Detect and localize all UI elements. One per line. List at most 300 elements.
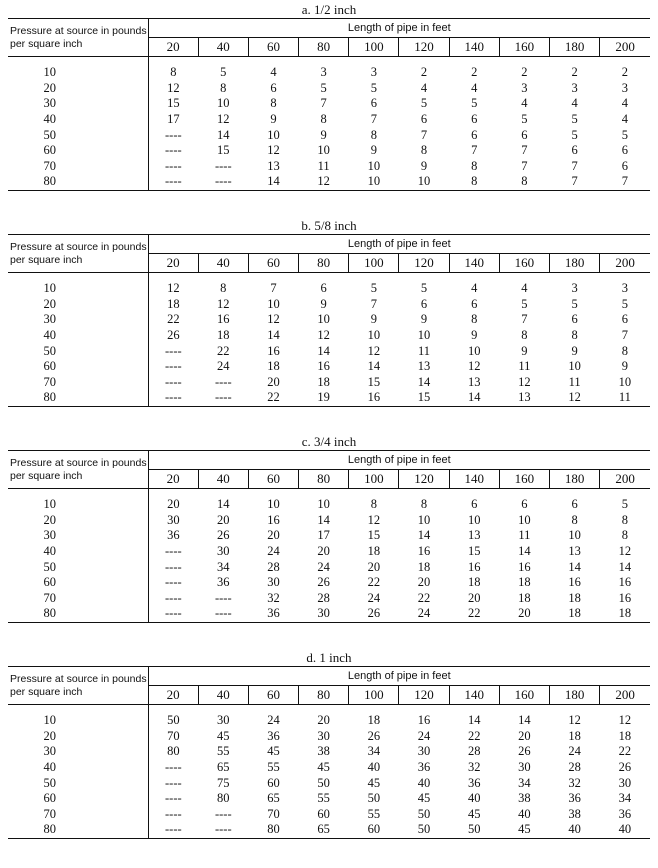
value-cell: 4 (270, 65, 277, 80)
value-cell: 10 (317, 497, 330, 512)
value-cell: 36 (417, 760, 431, 775)
value-cell: 70 (148, 729, 198, 745)
value-cell: ---- (148, 575, 198, 591)
length-column-header: 120 (399, 38, 449, 57)
value-cell: ---- (214, 806, 232, 821)
value-cell: 8 (220, 80, 227, 95)
value-cell: 36 (267, 728, 280, 743)
value-cell: 8 (420, 497, 428, 512)
table-row (8, 174, 650, 190)
value-cell: 8 (571, 328, 578, 343)
value-cell: 2 (471, 65, 478, 80)
value-cell: 6 (471, 497, 478, 512)
value-cell: 50 (449, 822, 499, 838)
header-row (8, 451, 650, 470)
value-cell: 24 (267, 713, 280, 728)
pipe-capacity-table (8, 666, 650, 839)
pressure-cell: 60 (43, 575, 56, 590)
value-cell: 13 (467, 528, 481, 543)
value-cell: 30 (267, 575, 280, 590)
table-row (8, 312, 650, 328)
pressure-cell: 30 (43, 312, 56, 327)
value-cell: 4 (571, 96, 578, 111)
table-section (6, 218, 652, 407)
value-cell: 9 (420, 158, 428, 173)
value-cell: 28 (467, 744, 481, 759)
table-row (8, 390, 650, 406)
value-cell: 10 (267, 497, 280, 512)
value-cell: 50 (399, 822, 449, 838)
value-cell: 8 (571, 512, 578, 527)
value-cell: ---- (148, 143, 198, 159)
value-cell: 10 (267, 127, 280, 142)
value-cell: 32 (467, 760, 481, 775)
length-header: Length of pipe in feet (148, 235, 650, 254)
value-cell: 2 (621, 65, 628, 80)
pressure-cell: 20 (43, 512, 56, 527)
value-cell: 20 (417, 575, 431, 590)
value-cell: 20 (148, 497, 198, 513)
pressure-cell: 70 (43, 374, 56, 389)
value-cell: 12 (148, 281, 198, 297)
value-cell: 26 (148, 328, 198, 344)
value-cell: ---- (198, 174, 248, 190)
value-cell: 8 (449, 174, 499, 190)
value-cell: 10 (568, 359, 581, 374)
value-cell: 18 (600, 606, 650, 622)
value-cell: 7 (471, 143, 478, 158)
value-cell: 30 (317, 728, 330, 743)
table-row (8, 65, 650, 81)
value-cell: ---- (198, 390, 248, 406)
value-cell: 13 (267, 158, 280, 173)
value-cell: 7 (370, 296, 377, 311)
value-cell: 24 (267, 544, 280, 559)
pressure-cell: 50 (43, 775, 56, 790)
value-cell: 10 (467, 512, 481, 527)
value-cell: ---- (198, 822, 248, 838)
value-cell: ---- (214, 590, 232, 605)
value-cell: 5 (370, 281, 377, 296)
table-row (8, 606, 650, 622)
pressure-header: Pressure at source in pounds per square inch (8, 235, 148, 273)
length-column-header: 120 (399, 470, 449, 489)
value-cell: 45 (499, 822, 549, 838)
length-column-header: 160 (499, 470, 549, 489)
value-cell: 8 (370, 127, 377, 142)
value-cell: 12 (518, 374, 531, 389)
value-cell: 12 (618, 713, 632, 728)
value-cell: 50 (317, 775, 330, 790)
value-cell: 7 (550, 174, 600, 190)
value-cell: 8 (270, 96, 277, 111)
value-cell: 9 (471, 328, 478, 343)
value-cell: ---- (148, 174, 198, 190)
table-row (8, 775, 650, 791)
value-cell: 4 (521, 281, 528, 296)
table-title: d. 1 inch (306, 650, 352, 665)
table-section (6, 434, 652, 623)
value-cell: 3 (571, 281, 578, 296)
value-cell: 20 (499, 606, 549, 622)
table-row (8, 713, 650, 729)
value-cell: 75 (217, 775, 230, 790)
length-column-header: 200 (600, 470, 650, 489)
value-cell: 8 (471, 158, 478, 173)
value-cell: 20 (518, 728, 531, 743)
table-row (8, 359, 650, 375)
value-cell: 8 (220, 281, 227, 296)
value-cell: ---- (148, 807, 198, 823)
value-cell: 14 (518, 544, 531, 559)
table-section (6, 650, 652, 839)
value-cell: 8 (471, 312, 478, 327)
table-row (8, 281, 650, 297)
pressure-cell: 20 (43, 80, 56, 95)
length-column-header: 100 (349, 470, 399, 489)
value-cell: 26 (217, 528, 230, 543)
value-cell: 14 (248, 174, 298, 190)
value-cell: 14 (217, 497, 230, 512)
value-cell: 55 (267, 760, 280, 775)
value-cell: 45 (217, 728, 230, 743)
length-header: Length of pipe in feet (148, 451, 650, 470)
value-cell: 7 (521, 312, 528, 327)
table-row (8, 81, 650, 97)
value-cell: 65 (267, 791, 280, 806)
table-row (8, 96, 650, 112)
value-cell: ---- (148, 343, 198, 359)
value-cell: 12 (217, 112, 230, 127)
value-cell: 34 (217, 559, 230, 574)
value-cell: 6 (420, 112, 428, 127)
value-cell: 36 (217, 575, 230, 590)
value-cell: 36 (568, 791, 581, 806)
value-cell: 30 (618, 775, 632, 790)
value-cell: 9 (571, 343, 578, 358)
value-cell: 4 (471, 80, 478, 95)
table-title: c. 3/4 inch (301, 434, 357, 449)
length-column-header: 60 (248, 470, 298, 489)
table-row (8, 822, 650, 838)
value-cell: 5 (521, 112, 528, 127)
pressure-cell: 40 (43, 328, 56, 343)
value-cell: 36 (618, 806, 632, 821)
value-cell: 12 (148, 81, 198, 97)
value-cell: 18 (367, 544, 381, 559)
length-column-header: 120 (399, 254, 449, 273)
length-column-header: 60 (248, 38, 298, 57)
value-cell: 14 (367, 359, 381, 374)
value-cell: 16 (618, 590, 632, 605)
pressure-cell: 80 (8, 606, 148, 622)
value-cell: 12 (367, 512, 381, 527)
value-cell: 11 (418, 343, 431, 358)
table-row (8, 528, 650, 544)
value-cell: 6 (270, 80, 277, 95)
value-cell: 24 (399, 606, 449, 622)
value-cell: 18 (518, 590, 531, 605)
length-column-header: 100 (349, 38, 399, 57)
value-cell: 18 (417, 559, 431, 574)
value-cell: 18 (217, 328, 230, 343)
value-cell: 6 (420, 296, 428, 311)
value-cell: 24 (217, 359, 230, 374)
value-cell: 10 (317, 143, 330, 158)
length-column-header: 200 (600, 38, 650, 57)
table-row (8, 375, 650, 391)
pressure-cell: 40 (43, 760, 56, 775)
value-cell: 10 (267, 296, 280, 311)
value-cell: 65 (217, 760, 230, 775)
value-cell: 3 (521, 80, 528, 95)
value-cell: 7 (370, 112, 377, 127)
header-row (8, 19, 650, 38)
value-cell: 10 (367, 158, 381, 173)
value-cell: 8 (320, 112, 327, 127)
value-cell: 40 (417, 775, 431, 790)
value-cell: 13 (499, 390, 549, 406)
pressure-cell: 30 (43, 744, 56, 759)
value-cell: 22 (367, 575, 381, 590)
value-cell: 4 (471, 281, 478, 296)
value-cell: 10 (217, 96, 230, 111)
value-cell: 24 (317, 559, 330, 574)
value-cell: 16 (618, 575, 632, 590)
table-row (8, 513, 650, 529)
value-cell: 24 (417, 728, 431, 743)
value-cell: 12 (267, 312, 280, 327)
value-cell: 3 (621, 80, 628, 95)
value-cell: 8 (521, 328, 528, 343)
table-row (8, 575, 650, 591)
value-cell: 8 (499, 174, 549, 190)
value-cell: 24 (367, 590, 381, 605)
value-cell: 20 (467, 590, 481, 605)
value-cell: 30 (518, 760, 531, 775)
value-cell: 22 (248, 390, 298, 406)
pressure-cell: 60 (43, 143, 56, 158)
value-cell: 10 (417, 512, 431, 527)
length-column-header: 200 (600, 254, 650, 273)
value-cell: 11 (600, 390, 650, 406)
value-cell: ---- (148, 791, 198, 807)
table-row (8, 143, 650, 159)
value-cell: 6 (571, 312, 578, 327)
value-cell: 7 (521, 143, 528, 158)
value-cell: 38 (518, 791, 531, 806)
value-cell: 6 (471, 296, 478, 311)
table-title: a. 1/2 inch (301, 2, 357, 17)
value-cell: 22 (449, 606, 499, 622)
length-column-header: 140 (449, 686, 499, 705)
value-cell: 15 (148, 96, 198, 112)
value-cell: 9 (320, 296, 327, 311)
value-cell: 16 (417, 544, 431, 559)
value-cell: 6 (571, 497, 578, 512)
value-cell: 13 (417, 359, 431, 374)
value-cell: 8 (621, 343, 628, 358)
value-cell: 5 (320, 80, 327, 95)
value-cell: 7 (320, 96, 327, 111)
value-cell: ---- (214, 374, 232, 389)
value-cell: 26 (349, 606, 399, 622)
value-cell: 10 (618, 374, 632, 389)
value-cell: 55 (367, 806, 381, 821)
value-cell: ---- (148, 559, 198, 575)
table-row (8, 591, 650, 607)
value-cell: 55 (317, 791, 330, 806)
value-cell: 65 (299, 822, 349, 838)
value-cell: 28 (267, 559, 280, 574)
value-cell: 4 (420, 80, 428, 95)
value-cell: 16 (518, 559, 531, 574)
value-cell: 12 (618, 544, 632, 559)
value-cell: 11 (568, 374, 581, 389)
value-cell: 26 (367, 728, 381, 743)
value-cell: 14 (417, 528, 431, 543)
value-cell: 28 (317, 590, 330, 605)
value-cell: 8 (621, 528, 628, 543)
value-cell: 55 (217, 744, 230, 759)
value-cell: 9 (370, 312, 377, 327)
value-cell: 50 (148, 713, 198, 729)
pressure-cell: 30 (43, 528, 56, 543)
value-cell: 10 (317, 312, 330, 327)
value-cell: 10 (518, 512, 531, 527)
value-cell: ---- (214, 158, 232, 173)
length-column-header: 160 (499, 254, 549, 273)
value-cell: 20 (317, 544, 330, 559)
pressure-cell: 80 (8, 390, 148, 406)
value-cell: 5 (420, 281, 428, 296)
value-cell: 6 (571, 143, 578, 158)
table-row (8, 760, 650, 776)
value-cell: 50 (417, 806, 431, 821)
value-cell: 34 (518, 775, 531, 790)
value-cell: 9 (320, 127, 327, 142)
value-cell: ---- (148, 760, 198, 776)
length-column-header: 40 (198, 254, 248, 273)
length-column-header: 40 (198, 686, 248, 705)
pressure-cell: 40 (43, 112, 56, 127)
value-cell: 28 (568, 760, 581, 775)
value-cell: 12 (299, 174, 349, 190)
value-cell: 16 (417, 713, 431, 728)
value-cell: 15 (467, 544, 481, 559)
length-column-header: 20 (148, 38, 198, 57)
value-cell: 12 (217, 296, 230, 311)
length-header: Length of pipe in feet (148, 19, 650, 38)
length-column-header: 80 (299, 38, 349, 57)
value-cell: 9 (270, 112, 277, 127)
value-cell: 30 (148, 513, 198, 529)
value-cell: 9 (370, 143, 377, 158)
value-cell: 20 (267, 374, 280, 389)
value-cell: 45 (467, 806, 481, 821)
value-cell: 5 (571, 127, 578, 142)
value-cell: 14 (417, 374, 431, 389)
value-cell: 30 (299, 606, 349, 622)
pressure-cell: 10 (43, 65, 56, 80)
length-column-header: 80 (299, 686, 349, 705)
value-cell: 12 (467, 359, 481, 374)
value-cell: 14 (317, 343, 330, 358)
pipe-capacity-table (8, 234, 650, 407)
value-cell: ---- (148, 591, 198, 607)
value-cell: 30 (417, 744, 431, 759)
pressure-cell: 80 (8, 822, 148, 838)
value-cell: 16 (349, 390, 399, 406)
table-row (8, 559, 650, 575)
length-column-header: 20 (148, 686, 198, 705)
table-row (8, 544, 650, 560)
value-cell: 20 (317, 713, 330, 728)
value-cell: 18 (367, 713, 381, 728)
value-cell: 11 (317, 158, 330, 173)
pressure-cell: 10 (43, 281, 56, 296)
value-cell: 2 (420, 65, 428, 80)
value-cell: 10 (417, 328, 431, 343)
value-cell: 30 (217, 544, 230, 559)
value-cell: 5 (621, 497, 628, 512)
value-cell: 7 (600, 174, 650, 190)
value-cell: ---- (148, 606, 198, 622)
value-cell: 18 (550, 606, 600, 622)
value-cell: 45 (417, 791, 431, 806)
length-column-header: 160 (499, 38, 549, 57)
length-column-header: 180 (550, 470, 600, 489)
value-cell: 6 (471, 112, 478, 127)
value-cell: 45 (367, 775, 381, 790)
pressure-cell: 10 (43, 497, 56, 512)
pressure-cell: 30 (43, 96, 56, 111)
table-row (8, 297, 650, 313)
value-cell: 3 (320, 65, 327, 80)
value-cell: 40 (600, 822, 650, 838)
value-cell: 50 (367, 791, 381, 806)
value-cell: 80 (148, 744, 198, 760)
value-cell: 13 (568, 544, 581, 559)
value-cell: 12 (267, 143, 280, 158)
value-cell: ---- (148, 775, 198, 791)
value-cell: 15 (399, 390, 449, 406)
value-cell: 40 (518, 806, 531, 821)
value-cell: 4 (621, 112, 628, 127)
value-cell: 5 (621, 127, 628, 142)
pressure-cell: 70 (43, 806, 56, 821)
value-cell: 6 (521, 127, 528, 142)
pressure-cell: 10 (43, 713, 56, 728)
length-column-header: 120 (399, 686, 449, 705)
value-cell: 9 (621, 359, 628, 374)
value-cell: 22 (148, 312, 198, 328)
table-row (8, 497, 650, 513)
value-cell: 22 (467, 728, 481, 743)
value-cell: ---- (148, 544, 198, 560)
value-cell: ---- (148, 159, 198, 175)
value-cell: 5 (571, 112, 578, 127)
table-row (8, 328, 650, 344)
table-title: b. 5/8 inch (301, 218, 357, 233)
pressure-header: Pressure at source in pounds per square inch (8, 19, 148, 57)
value-cell: 9 (521, 343, 528, 358)
value-cell: 7 (521, 158, 528, 173)
value-cell: 22 (618, 744, 632, 759)
value-cell: 18 (467, 575, 481, 590)
value-cell: 30 (217, 713, 230, 728)
pressure-cell: 50 (43, 559, 56, 574)
